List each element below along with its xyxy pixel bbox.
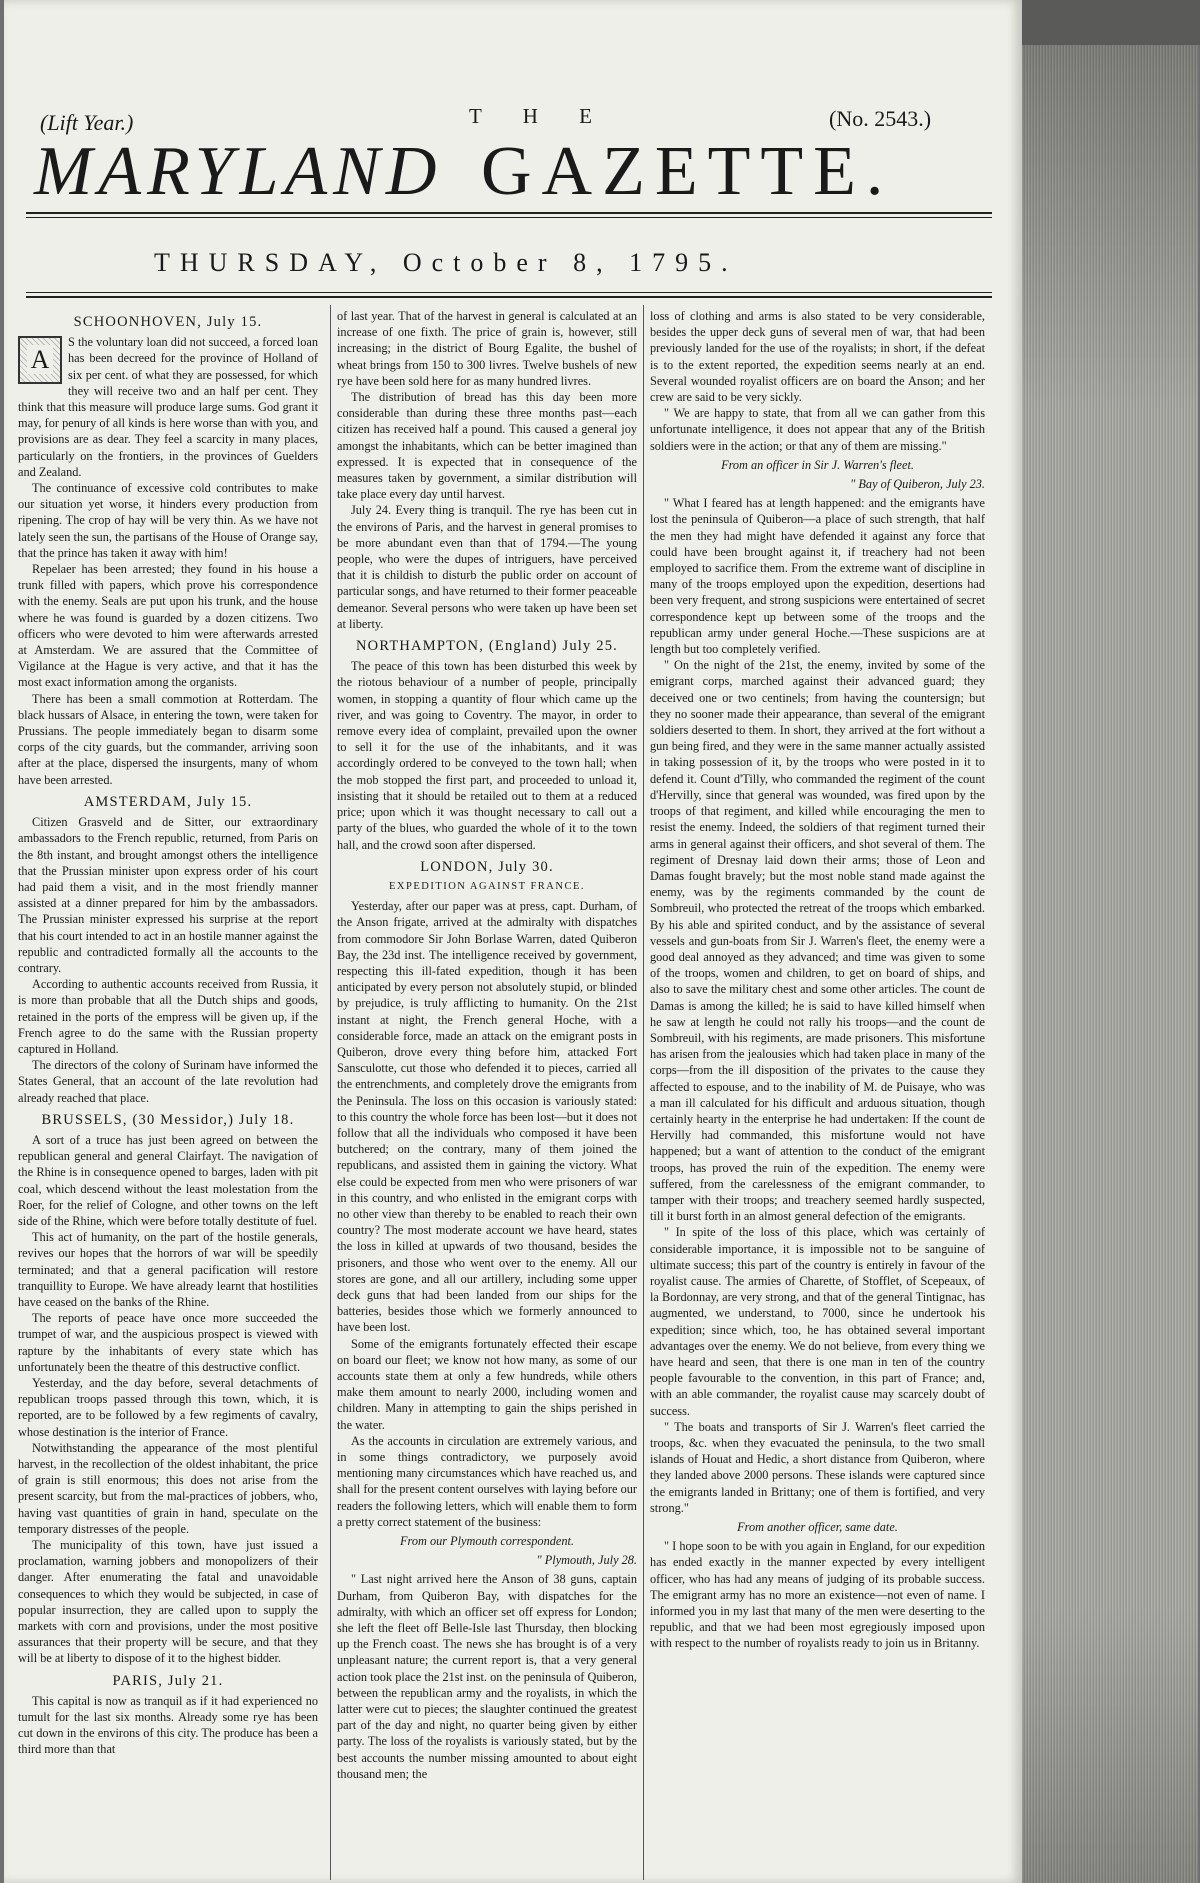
article-paragraph: " The boats and transports of Sir J. Warren's fleet carried the troops, &c. when they evacuated the peninsula, to the two small islands of Houat and Hedic, a short distance from Quiberon, where they landed above 2000 persons. These islands were captured since the emigrants landed in Brittany; one of them is fortified, and very strong." — [650, 1419, 985, 1515]
article-paragraph: A sort of a truce has just been agreed on between the republican general and general Clairfayt. The navigation of the Rhine is in consequence opened to barges, laden with pit coal, which descend without the least molestation from the Roer, for the relief of Cologne, and other towns on the left side of the Rhine, which were before totally destitute of fuel. — [18, 1132, 318, 1228]
letter-dateline: " Bay of Quiberon, July 23. — [850, 477, 985, 492]
page-edges-shade — [1022, 45, 1198, 1883]
article-paragraph: The reports of peace have once more succeeded the trumpet of war, and the auspicious prospect is viewed with rapture by the inhabitants of every state which has unfortunately been the theatre of this destructive conflict. — [18, 1311, 318, 1374]
masthead-maryland: MARYLAND — [34, 133, 443, 210]
drop-cap: A — [18, 336, 62, 384]
subheading-expedition: EXPEDITION AGAINST FRANCE. — [388, 880, 586, 892]
article-paragraph: The directors of the colony of Surinam have informed the States General, that an account of the late revolution had already reached that place. — [18, 1058, 318, 1105]
masthead-gazette: GAZETTE. — [481, 133, 894, 210]
article-paragraph: " Last night arrived here the Anson of 38 guns, captain Durham, from Quiberon Bay, with dispatches for the admiralty, with which an officer set off express for London; she left the fleet off Belle-Isle last Thursday, then blocking up the French coast. The news she has brought is of a very unpleasant nature; the current report is, that a very general action took place the 21st inst. on the peninsula of Quiberon, between the republican army and the royalists, in which the latter were cut to pieces; the slaughter continued the greatest part of the day and night, no quarter being given by either party. The loss of the royalists is variously stated, but by the best accounts the number missing amounted to about eight thousand men; the — [337, 1572, 637, 1781]
article-paragraph: There has been a small commotion at Rotterdam. The black hussars of Alsace, in entering the town, were taken for Prussians. The people immediately began to disarm some corps of the city guards, but the commander, arriving soon after at the place, dispersed the insurgents, many of whom have been arrested. — [18, 691, 318, 787]
dateline-rule — [26, 292, 992, 293]
letter-source: From an officer in Sir J. Warren's fleet. — [721, 457, 914, 472]
article-paragraph: " We are happy to state, that from all we can gather from this unfortunate intelligence, it does not appear that any of the British soldiers were in the action; or that any of them are missing." — [650, 406, 985, 453]
article-paragraph: The continuance of excessive cold contributes to make our situation yet worse, it hinders every production from ripening. The crop of hay will be very thin. As we have not lately seen the sun, the partisans of the House of Orange say, that the prince has taken it away with him! — [18, 481, 318, 560]
dateline: THURSDAY, October 8, 1795. — [154, 248, 738, 277]
column-divider-2 — [643, 305, 644, 1880]
column-divider-1 — [330, 305, 331, 1880]
letter-dateline: " Plymouth, July 28. — [536, 1553, 637, 1568]
article-paragraph: The peace of this town has been disturbed this week by the riotous behaviour of a number of people, principally women, in stopping a quantity of flour which came up the river, and was going to Coventry. The mayor, in order to remove every idea of complaint, prevailed upon the owner to sell it for the use of the inhabitants, and it was accordingly ordered to be conveyed to the town hall; when the mob stopped the first part, and proceeded to unload it, insisting that it should be retailed out to them at a reduced price; upon which it was thought necessary to call out a party of the blues, who guarded the whole of it to the town hall, and the crowd soon after dispersed. — [337, 659, 637, 852]
book-spine-shadow — [1022, 0, 1200, 45]
title-article: T H E — [469, 104, 610, 128]
article-paragraph: July 24. Every thing is tranquil. The rye has been cut in the environs of Paris, and the harvest in general promises to be more abundant even than that of 1794.—The young people, who were the dupes of intriguers, have perceived that it is childish to disturb the public order on account of particular songs, and have returned to their former peaceable demeanor. Several persons who were taken up have been set at liberty. — [337, 503, 637, 631]
headline-london: LONDON, July 30. — [420, 858, 554, 875]
headline-amsterdam: AMSTERDAM, July 15. — [83, 793, 253, 810]
article-paragraph: Citizen Grasveld and de Sitter, our extraordinary ambassadors to the French republic, returned, from Paris on the 8th instant, and brought amongst others the intelligence that the Prussian minister upon express order of his court had paid them a visit, and in the most friendly manner assisted at a dinner prepared for him by the ambassadors. The Prussian minister expressed his surprise at the report that his court intended to act in an hostile manner against the republic and contradicted formally all the accounts to the contrary. — [18, 815, 318, 975]
masthead-rule — [26, 212, 992, 214]
article-paragraph: According to authentic accounts received from Russia, it is more than probable that all the Dutch ships and goods, retained in the ports of the empress will be given up, if the French agree to do the same with the Russian property captured in Holland. — [18, 977, 318, 1056]
issue-number: (No. 2543.) — [829, 106, 932, 131]
headline-brussels: BRUSSELS, (30 Messidor,) July 18. — [41, 1111, 295, 1128]
article-paragraph: loss of clothing and arms is also stated to be very considerable, besides the upper deck guns of several men of war, that had been previously landed for the use of the royalists; in short, if the defeat is to the extent reported, the expedition seems nearly at an end. Several wounded royalist officers are on board the Anson; and her crew are said to be very sickly. — [650, 309, 985, 405]
article-paragraph: of last year. That of the harvest in general is calculated at an increase of one fixth. The price of grain is, however, still increasing; in the district of Bourg Egalite, the bushel of wheat brings from 150 to 300 livres. Twelve bushels of new rye have been sold here for as many hundred livres. — [337, 309, 637, 388]
headline-paris: PARIS, July 21. — [112, 1672, 224, 1689]
article-paragraph: Notwithstanding the appearance of the most plentiful harvest, in the recollection of the oldest inhabitant, the price of grain is still enormous; this does not arise from the present scarcity, but from the mal-practices of jobbers, who, having vast quantities of grain in hand, speculate on the temporary distresses of the people. — [18, 1440, 318, 1536]
article-paragraph: Yesterday, after our paper was at press, capt. Durham, of the Anson frigate, arrived at the admiralty with dispatches from commodore Sir John Borlase Warren, dated Quiberon Bay, the 23d inst. The intelligence received by government, respecting this ill-fated expedition, though it has been anticipated by every person not absolutely stupid, or blinded by prejudice, is truly afflicting to humanity. On the 21st instant at night, the French general Hoche, with a considerable force, made an attack on the emigrant posts in Quiberon, drove every thing before him, attacked Fort Sansculotte, cut those who defended it to pieces, carried all the entrenchments, and completely drove the emigrants from the Peninsula. The loss on this occasion is variously stated: to this country the whole force has been lost—but it does not follow that all the individuals who composed it have been butchered; on the contrary, many of them joined the republicans, and assisted them in gaining the victory. What else could be expected from men who were prisoners of war in this country, and who enlisted in the emigrant corps with no other view than thereby to be enabled to reach their own country? The most moderate account we have heard, states the loss in killed at upwards of two thousand, besides the prisoners, and those who went over to the enemy. All our stores are gone, and all our artillery, including some upper deck guns that had been landed from our ships for the batteries, besides those which we formerly announced to have been lost. — [337, 899, 637, 1335]
article-paragraph: Repelaer has been arrested; they found in his house a trunk filled with papers, which prove his correspondence with the enemy. Seals are put upon his trunk, and the house where he was found is guarded by a dozen citizens. Two officers who were devoted to him were afterwards arrested at Amsterdam. We are assured that the Committee of Vigilance at the Hague is very active, and that it has the most exact information among the organists. — [18, 562, 318, 690]
article-paragraph: S the voluntary loan did not succeed, a forced loan has been decreed for the province of Holland of six per cent. of what they are possessed, for which they will receive two and an half per cent. They think that this measure will produce large sums. God grant it may, for penury of all kinds is here worse than with you, and provisions are as dear. They feel a scarcity in many places, particularly on the frontiers, in the provinces of Guelders and Zealand. — [18, 335, 318, 479]
dateline-rule-thick — [26, 296, 992, 298]
article-paragraph: " I hope soon to be with you again in England, for our expedition has ended exactly in the manner expected by every intelligent officer, who has had any means of judging of its probable success. The emigrant army has no more an existence—not even of name. I informed you in my last that many of the men were deserting to the republic, and that we had been most egregiously imposed upon with respect to the number of royalists ready to join us in Britanny. — [650, 1539, 985, 1651]
headline-northampton: NORTHAMPTON, (England) July 25. — [355, 638, 618, 655]
volume-year: (Lift Year.) — [40, 110, 134, 135]
column-2 — [337, 308, 637, 1868]
column-3 — [650, 308, 985, 1868]
article-paragraph: This act of humanity, on the part of the hostile generals, revives our hopes that the horrors of war will be speedily terminated; and that a general pacification will restore tranquillity to Europe. We have already learnt that hostilities have ceased on the banks of the Rhine. — [18, 1230, 318, 1309]
article-paragraph: " What I feared has at length happened: and the emigrants have lost the peninsula of Quiberon—a place of such strength, that half the men they had might have defended it against any force that could have been brought against it, if treachery had not been employed to sacrifice them. From the extreme want of discipline in many of the troops employed upon the expedition, desertions had been very frequent, and strong suspicions were entertained of secret correspondence kept up between some of the troops and the republican army under general Hoche.—These suspicions are at length but too completely verified. — [650, 496, 985, 657]
column-1 — [18, 308, 318, 1868]
article-paragraph: Some of the emigrants fortunately effected their escape on board our fleet; we know not how many, as some of our accounts state them at only a few hundreds, while others make them amount to nearly 2000, including women and children. Many in attempting to gain the ships perished in the water. — [337, 1336, 637, 1432]
masthead-rule-thin — [26, 217, 992, 218]
article-paragraph: This capital is now as tranquil as if it had experienced no tumult for the last six months. Already some rye has been cut down in the environs of this city. The produce has been a third more than that — [18, 1693, 318, 1757]
article-paragraph: Yesterday, and the day before, several detachments of republican troops passed through this town, which, it is reported, are to be followed by a few regiments of cavalry, whose destination is the interior of France. — [18, 1376, 318, 1439]
headline-schoonhoven: SCHOONHOVEN, July 15. — [73, 314, 263, 330]
masthead — [34, 132, 994, 212]
letter-source: From our Plymouth correspondent. — [400, 1534, 574, 1549]
article-paragraph: " In spite of the loss of this place, which was certainly of considerable importance, it is impossible not to be sanguine of ultimate success; this part of the country is entirely in favour of the royalist cause. The armies of Charette, of Stofflet, of Scepeaux, of la Bordonnay, are very strong, and that of the general Tintignac, has augmented, we understand, to 7000, since he undertook his expedition; since which, too, he has obtained several important advantages over the enemy. We do not believe, from every thing we have heard and seen, that there is one man in ten of the country people favourable to the convention, in this part of France; and, with an able commander, the royalist cause may scarcely doubt of success. — [650, 1225, 985, 1418]
article-paragraph: As the accounts in circulation are extremely various, and in some things contradictory, we purposely avoid mentioning many circumstances which have reached us, and shall for the present content ourselves with laying before our readers the following letters, which will enable them to form a pretty correct statement of the business: — [337, 1433, 637, 1529]
letter-source: From another officer, same date. — [737, 1520, 898, 1535]
article-paragraph: " On the night of the 21st, the enemy, invited by some of the emigrant corps, marched against their advanced guard; they deceived one or two centinels; from having the countersign; but they no sooner made their appearance, than several of the emigrant soldiers deserted to them. In short, they arrived at the fort without a gun being fired, and they were in the same manner actually assisted in taking possession of it, by the troops who were posted in it to defend it. Count d'Tilly, who commanded the regiment of the count d'Hervilly, since that general was wounded, was fired upon by the troops of that regiment, and killed while encouraging the men to resist the enemy. Indeed, the soldiers of that regiment turned their arms in general against their officers, and shot several of them. The regiment of Dresnay laid down their arms; those of Leon and Damas fought bravely; but the most noble stand made against the enemy, was by the regiments commanded by the count de Sombreuil, who protected the retreat of the troops which embarked. By his able and spirited conduct, and by the assistance of several vessels and gun-boats from Sir J. Warren's fleet, the enemy were a good deal annoyed as they advanced; and time was given to some of the troops, women and children, to get on board of ships, and also to save the military chest and some other articles. The count de Damas is among the killed; he is said to have killed himself when he saw at length he could not rally his troops—and the count de Sombreuil, with his regiments, are made prisoners. This misfortune has arisen from the jealousies which had taken place in many of the corps—from the ill disposition of the privates to the cause they affected to espouse, and to the inability of M. de Puisaye, who was a man ill calculated for his difficult and arduous situation, though certainly hearty in the enterprise he had undertaken: If the count de Hervilly had commanded, this misfortune would not have happened; but a want of attention to the conduct of the emigrant troops, has proved the ruin of the expedition. The enemy were suffered, from the carelessness of the emigrant commander, to tamper with their troops; and treachery seemed hardly suspected, till it burst forth in an almost general defection of the emigrants. — [650, 658, 985, 1224]
article-paragraph: The municipality of this town, have just issued a proclamation, warning jobbers and monopolizers of their danger. After enumerating the fatal and unavoidable consequences to which they would be subjected, in case of popular insurrection, they are called upon to supply the markets with corn and provisions, under the most positive assurances that their property will be secure, and that they will be at liberty to dispose of it to the highest bidder. — [18, 1538, 318, 1666]
newspaper-page — [4, 0, 1022, 1883]
article-paragraph: The distribution of bread has this day been more considerable than during these three months past—each citizen has received half a pound. This caused a general joy amongst the inhabitants, which can be better imagined than expressed. It is expected that in consequence of the measures taken by government, a similar distribution will take place every day until harvest. — [337, 390, 637, 502]
